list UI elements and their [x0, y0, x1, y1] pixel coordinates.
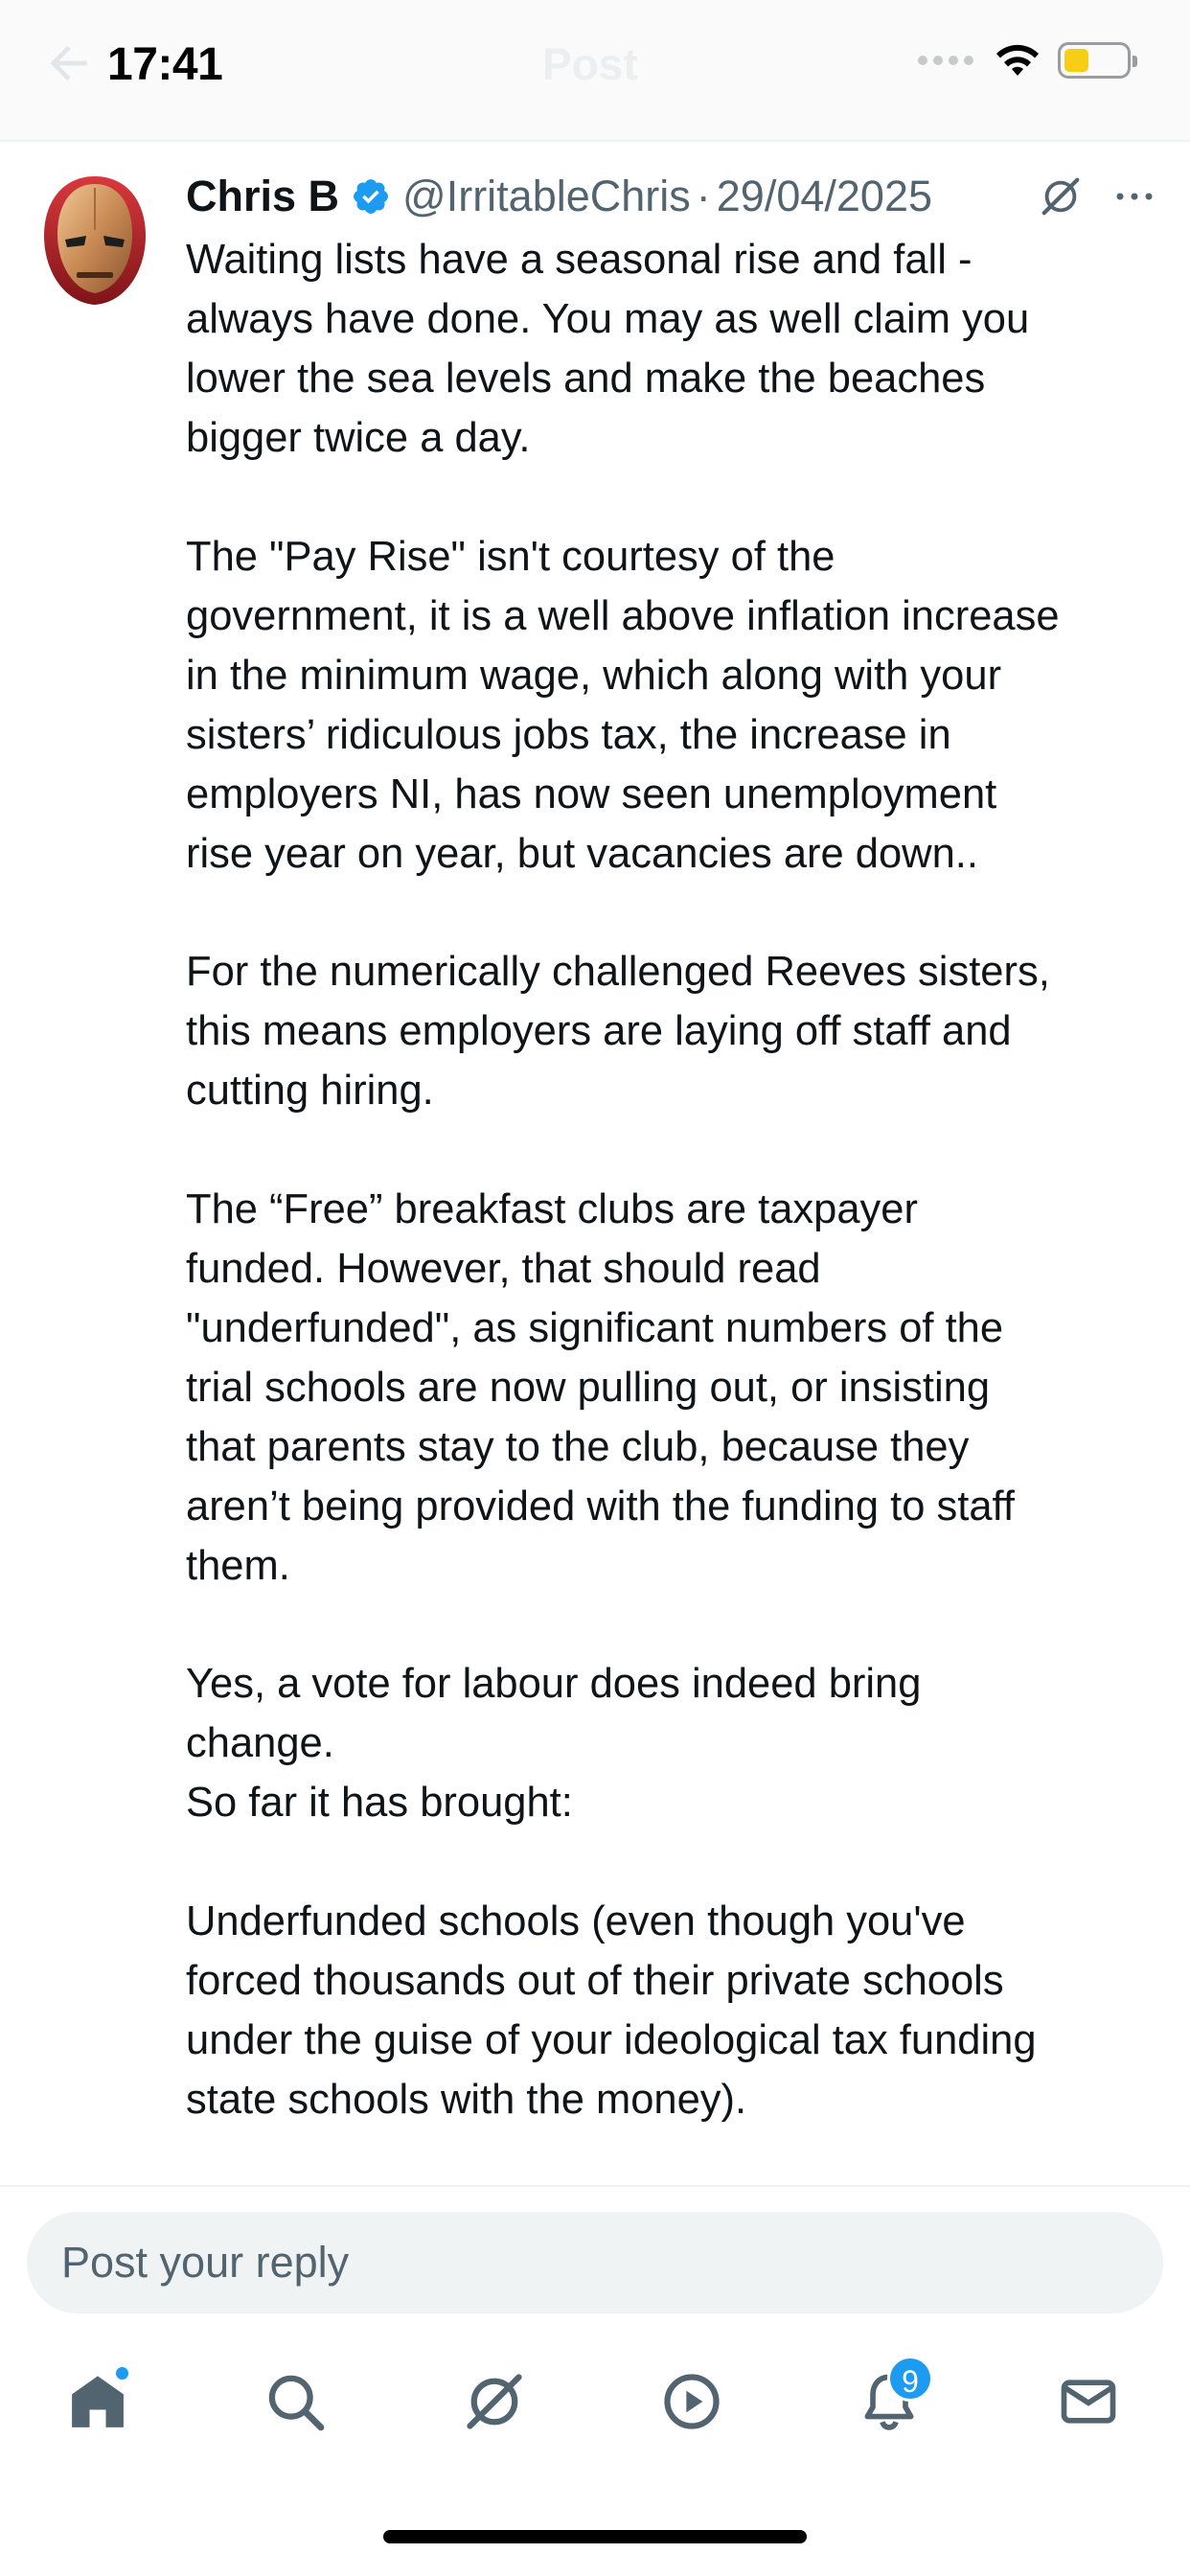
top-bar	[0, 0, 1190, 142]
verified-badge-icon[interactable]	[351, 176, 391, 217]
cellular-signal-icon	[918, 56, 973, 65]
battery-level	[1064, 49, 1088, 72]
grok-icon[interactable]	[1039, 174, 1083, 218]
nav-messages[interactable]	[1050, 2363, 1127, 2440]
video-icon	[659, 2369, 724, 2434]
post-paragraph: Yes, a vote for labour does indeed bring change. So far it has brought:	[186, 1661, 922, 1826]
post-date[interactable]: 29/04/2025	[716, 172, 933, 220]
post-paragraph: The "Pay Rise" isn't courtesy of the government, it is a well above inflation increase in the minimum wage, which along with your sisters’ ridiculous jobs tax, the increase in employers NI, has now seen unemployment rise year on year, but vacancies are down..	[186, 533, 1060, 877]
bottom-nav	[0, 2338, 1190, 2472]
separator-dot: ·	[696, 172, 711, 220]
nav-video[interactable]	[653, 2363, 730, 2440]
nav-grok[interactable]	[456, 2363, 533, 2440]
post-paragraph: Waiting lists have a seasonal rise and fall - always have done. You may as well claim you lower the sea levels and make the beaches bigger twice a day.	[186, 237, 1030, 461]
wifi-icon	[995, 43, 1041, 78]
status-time: 17:41	[107, 39, 223, 90]
post-paragraph: For the numerically challenged Reeves sisters, this means employers are laying off staff and cutting hiring.	[186, 949, 1050, 1114]
avatar[interactable]	[36, 172, 153, 309]
post-body	[186, 230, 1163, 2129]
more-options-icon[interactable]	[1113, 188, 1156, 205]
nav-notifications[interactable]	[851, 2363, 927, 2440]
back-arrow-icon[interactable]	[42, 36, 100, 90]
status-icons	[918, 42, 1131, 79]
home-unread-dot	[114, 2365, 130, 2381]
reply-input[interactable]	[27, 2212, 1163, 2313]
search-icon	[263, 2369, 328, 2434]
battery-icon	[1058, 42, 1131, 79]
grok-icon	[462, 2369, 527, 2434]
divider	[0, 2185, 1190, 2187]
author-name[interactable]: Chris B	[186, 172, 340, 220]
nav-search[interactable]	[257, 2363, 333, 2440]
page-title: Post	[542, 39, 638, 89]
messages-icon	[1056, 2369, 1121, 2434]
notifications-badge: 9	[887, 2356, 933, 2402]
post-paragraph: Underfunded schools (even though you've forced thousands out of their private schools under the guise of your ideological tax funding state schools with the money).	[186, 1898, 1037, 2123]
author-handle[interactable]: @IrritableChris	[402, 172, 691, 220]
post-header	[186, 167, 1154, 226]
post-paragraph: The “Free” breakfast clubs are taxpayer funded. However, that should read "underfunded", as significant numbers of the trial schools are now pulling out, or insisting that parents stay to the club, because they aren’t being provided with the funding to staff them.	[186, 1185, 1015, 1589]
nav-home[interactable]	[59, 2363, 136, 2440]
home-indicator[interactable]	[383, 2530, 807, 2543]
